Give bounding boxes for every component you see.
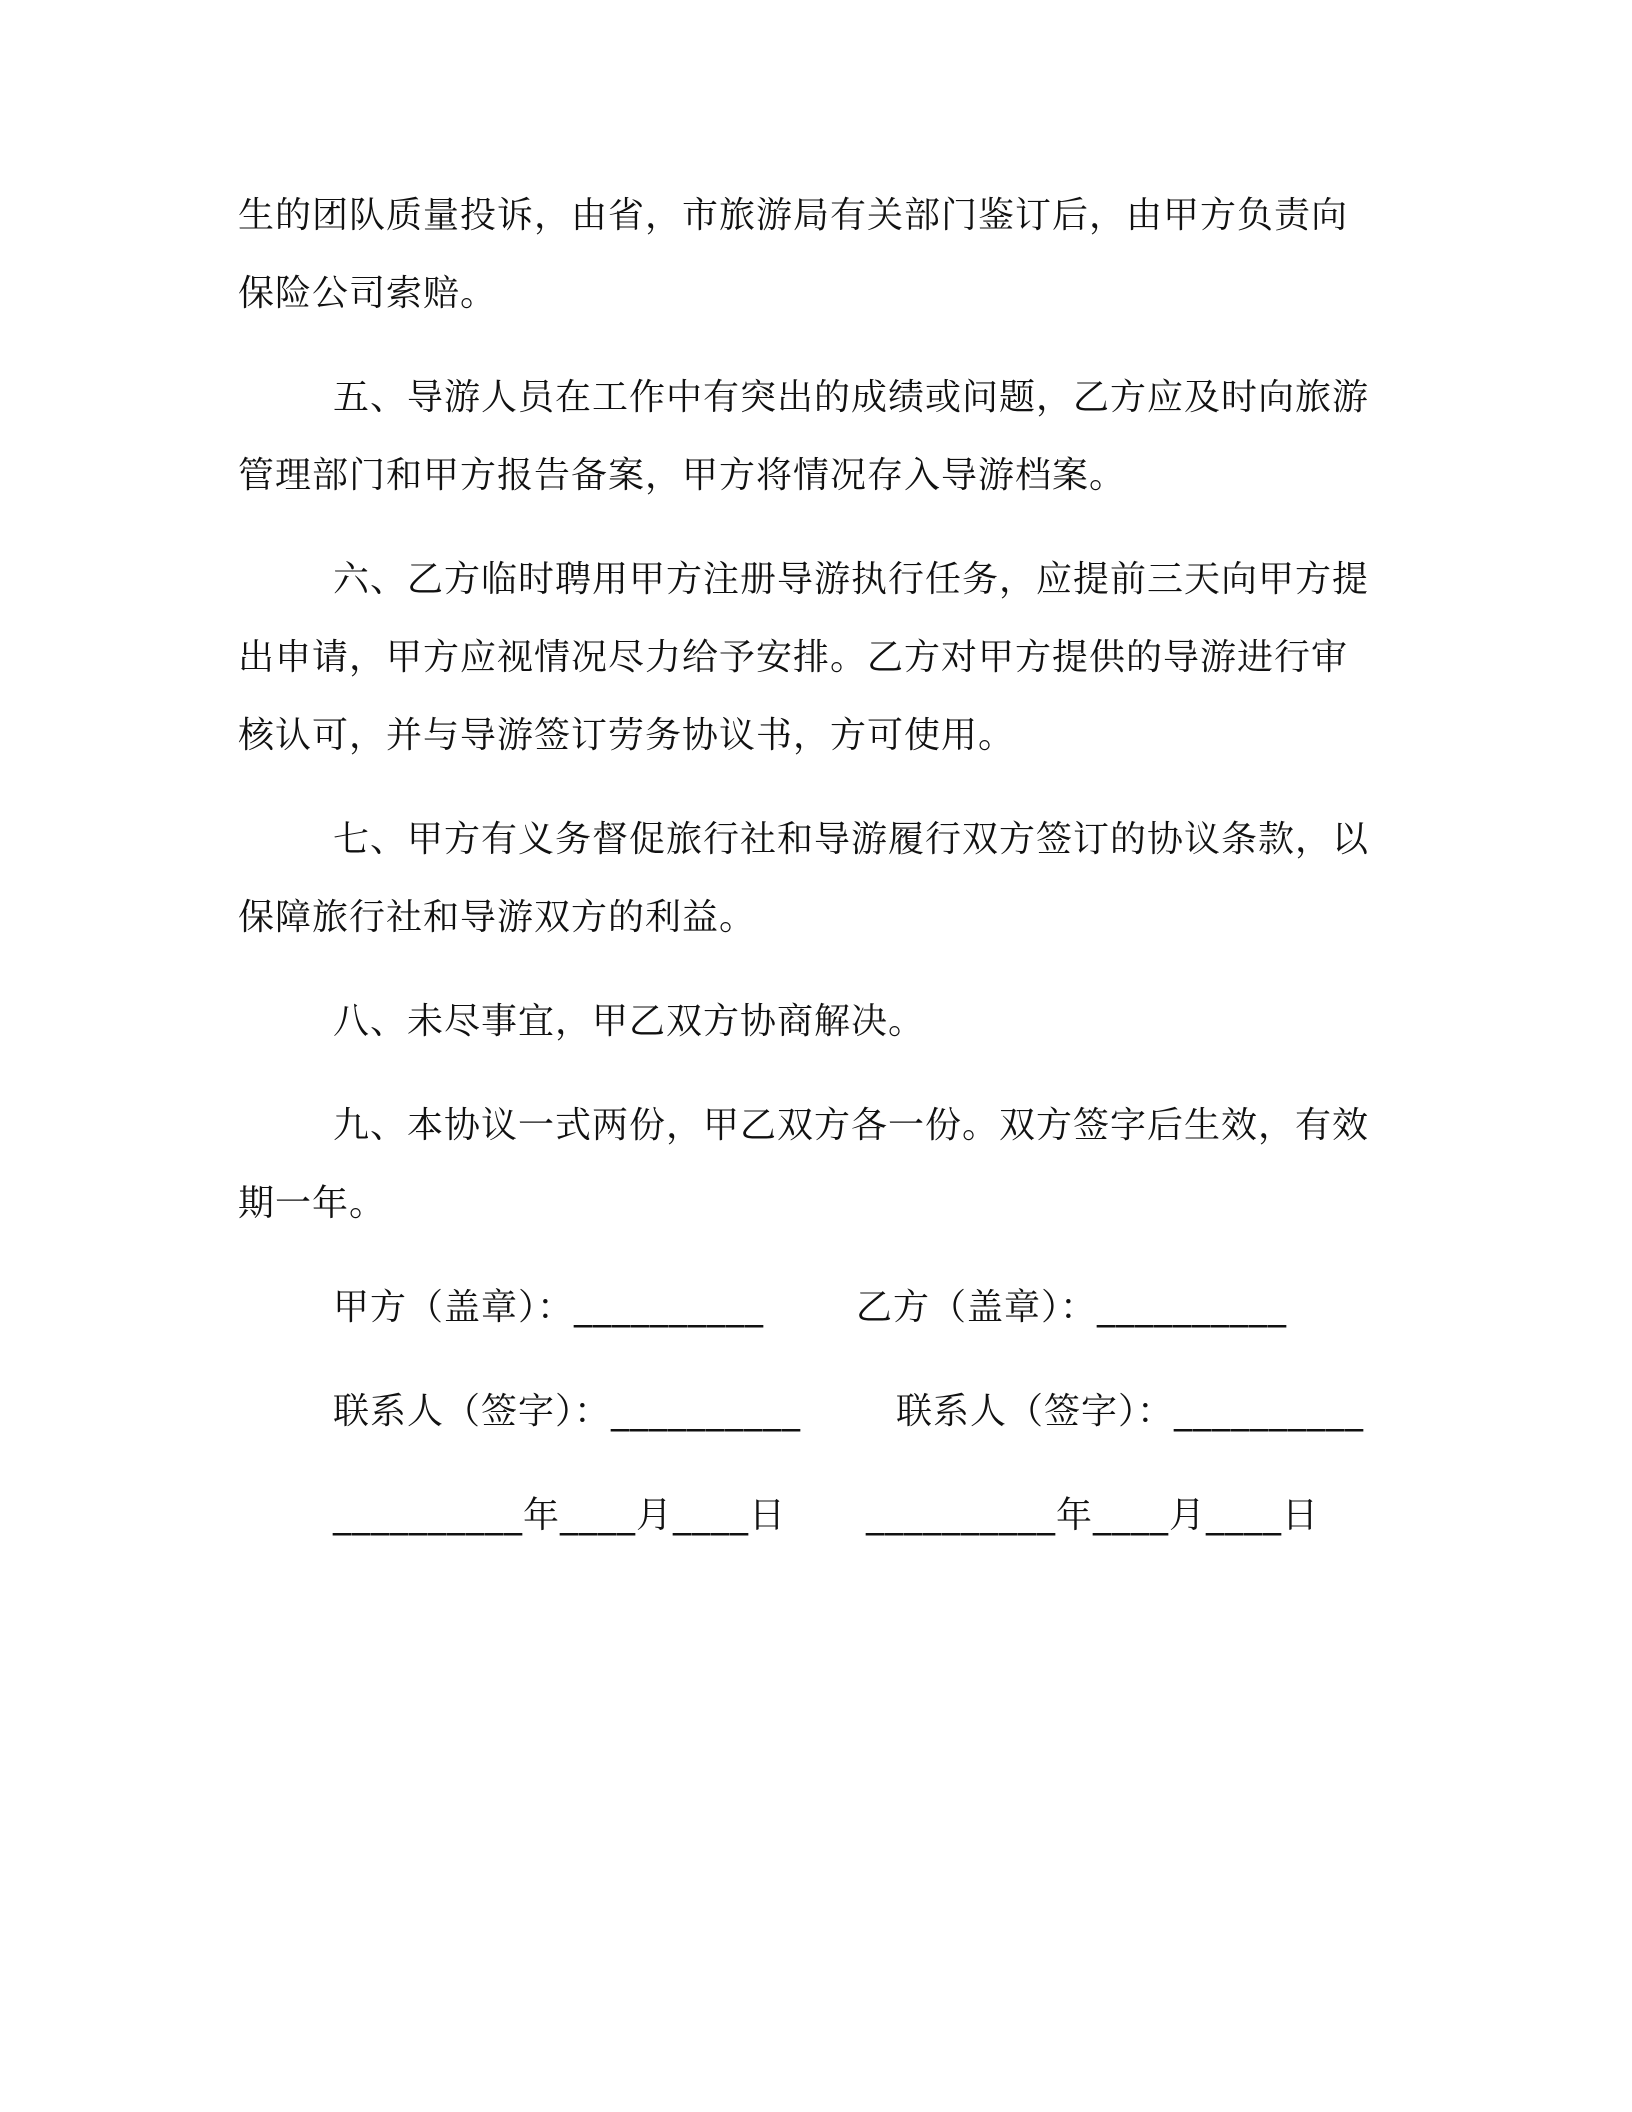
paragraph-line: 五、导游人员在工作中有突出的成绩或问题，乙方应及时向旅游 <box>333 377 1370 418</box>
paragraph-line: 六、乙方临时聘用甲方注册导游执行任务，应提前三天向甲方提 <box>333 559 1370 600</box>
paragraph-line: 核认可，并与导游签订劳务协议书，方可使用。 <box>238 715 1016 756</box>
party-b-date-field: __________年____月____日 <box>866 1495 1319 1536</box>
paragraph-line: 八、未尽事宜，甲乙双方协商解决。 <box>333 1001 926 1042</box>
paragraph-line: 保障旅行社和导游双方的利益。 <box>238 897 757 938</box>
party-a-seal-field: 甲方（盖章）：__________ <box>333 1287 765 1328</box>
paragraph-line: 保险公司索赔。 <box>238 273 498 314</box>
paragraph-line: 生的团队质量投诉，由省，市旅游局有关部门鉴订后，由甲方负责向 <box>238 195 1349 236</box>
paragraph-line: 期一年。 <box>238 1183 387 1224</box>
paragraph-line: 七、甲方有义务督促旅行社和导游履行双方签订的协议条款，以 <box>333 819 1370 860</box>
party-b-contact-field: 联系人（签字）：__________ <box>896 1391 1365 1432</box>
paragraph-line: 九、本协议一式两份，甲乙双方各一份。双方签字后生效，有效 <box>333 1105 1370 1146</box>
paragraph-line: 管理部门和甲方报告备案，甲方将情况存入导游档案。 <box>238 455 1127 496</box>
party-b-seal-field: 乙方（盖章）：__________ <box>856 1287 1288 1328</box>
party-a-date-field: __________年____月____日 <box>333 1495 786 1536</box>
party-a-contact-field: 联系人（签字）：__________ <box>333 1391 802 1432</box>
paragraph-line: 出申请，甲方应视情况尽力给予安排。乙方对甲方提供的导游进行审 <box>238 637 1349 678</box>
